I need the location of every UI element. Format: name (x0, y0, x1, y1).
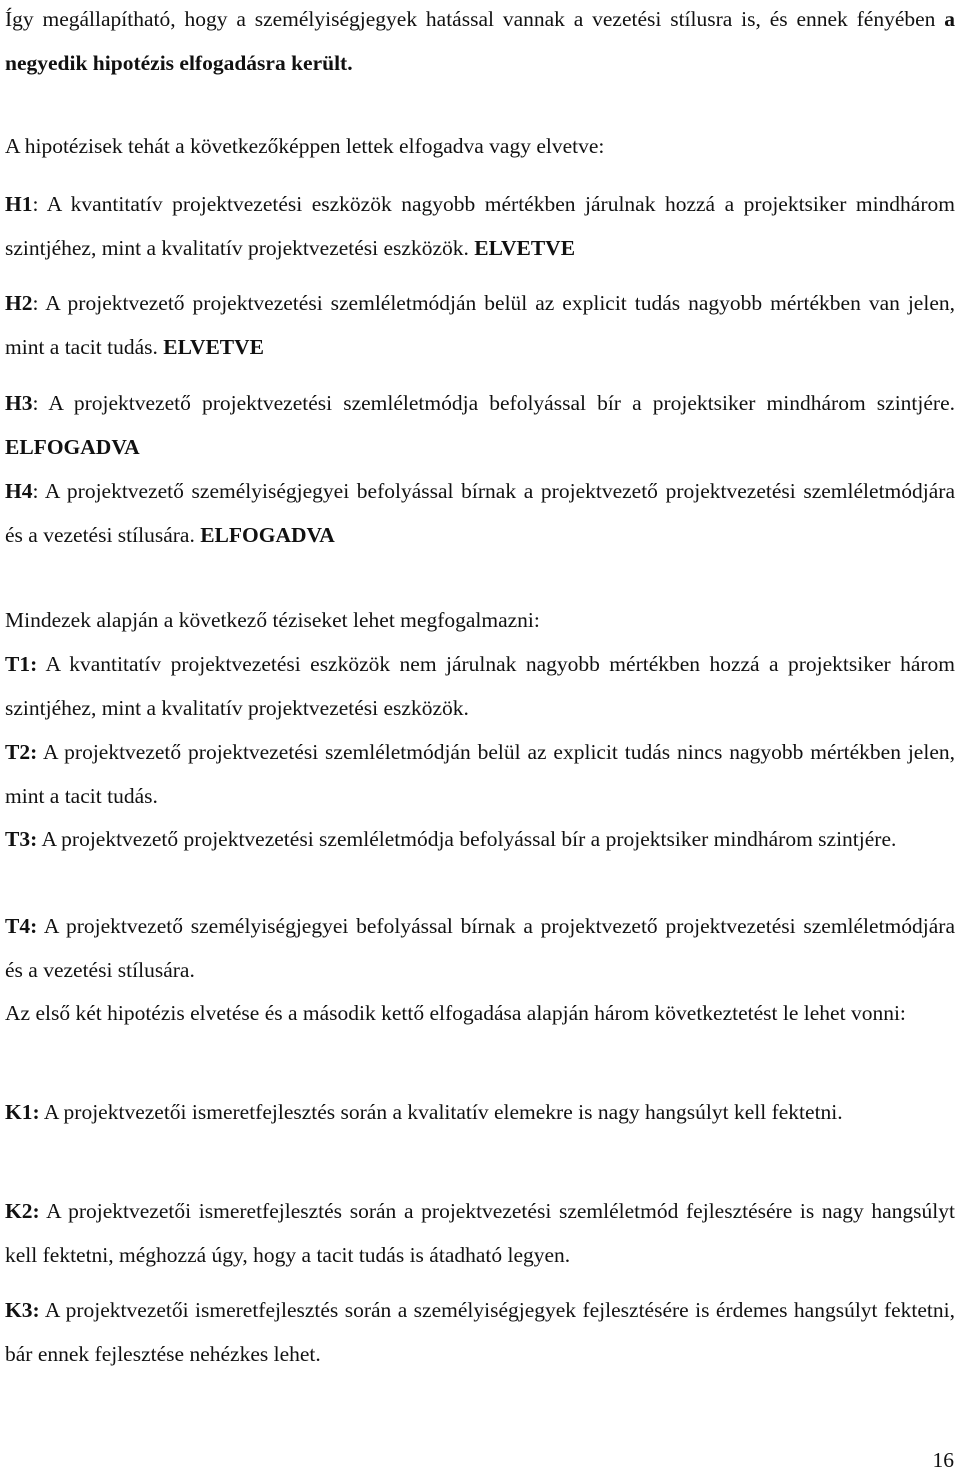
hypotheses-intro: A hipotézisek tehát a következőképpen lettek elfogadva vagy elvetve: (5, 134, 605, 158)
intro-bold: a negyedik hipotézis elfogadásra került. (5, 7, 955, 75)
hypothesis-h4: H4: A projektvezető személyiségjegyei befolyással bírnak a projektvezető projektvezetési szemléletmódjára és a vezetési stílusára. ELFOGADVA (5, 479, 955, 547)
hypothesis-verdict: ELFOGADVA (5, 435, 140, 459)
intro-text: Így megállapítható, hogy a személyiségjegyek hatással vannak a vezetési stílusra is, és ennek fényében (5, 7, 945, 31)
thesis-label: T3: (5, 827, 38, 851)
thesis-text: A projektvezető projektvezetési szemléletmódján belül az explicit tudás nincs nagyobb mértékben jelen, mint a tacit tudás. (5, 740, 955, 808)
intro-paragraph (5, 0, 955, 85)
hypothesis-verdict: ELVETVE (474, 236, 576, 260)
thesis-label: T2: (5, 740, 38, 764)
conclusion-k2 (5, 1189, 955, 1277)
conclusion-label: K3: (5, 1298, 40, 1322)
conclusion-text: A projektvezetői ismeretfejlesztés során a kvalitatív elemekre is nagy hangsúlyt kell fektetni. (39, 1100, 843, 1124)
theses-intro: Mindezek alapján a következő téziseket lehet megfogalmazni: (5, 608, 540, 632)
thesis-label: T4: (5, 914, 38, 938)
hypothesis-h2: H2: A projektvezető projektvezetési szemléletmódján belül az explicit tudás nagyobb mértékben van jelen, mint a tacit tudás. ELVETVE (5, 291, 955, 359)
hypothesis-text: A projektvezető projektvezetési szemléletmódján belül az explicit tudás nagyobb mértékben van jelen, mint a tacit tudás. (5, 291, 955, 359)
hypothesis-label: H3 (5, 391, 33, 415)
conclusions-intro: Az első két hipotézis elvetése és a második kettő elfogadása alapján három következtetést le lehet vonni: (5, 1001, 906, 1025)
page-number: 16 (932, 1448, 954, 1472)
hypothesis-label: H4 (5, 479, 33, 503)
thesis-t3 (5, 817, 955, 861)
thesis-label: T1: (5, 652, 38, 676)
hypothesis-h1: H1: A kvantitatív projektvezetési eszközök nagyobb mértékben járulnak hozzá a projektsiker mindhárom szintjéhez, mint a kvalitatív projektvezetési eszközök. ELVETVE (5, 192, 955, 260)
hypothesis-verdict: ELVETVE (163, 335, 265, 359)
conclusion-k3 (5, 1288, 955, 1376)
thesis-text: A projektvezető személyiségjegyei befolyással bírnak a projektvezető projektvezetési szemléletmódjára és a vezetési stílusára. (5, 914, 955, 982)
hypothesis-text: A projektvezető személyiségjegyei befolyással bírnak a projektvezető projektvezetési szemléletmódjára és a vezetési stílusára. (5, 479, 955, 547)
hypothesis-verdict: ELFOGADVA (200, 523, 335, 547)
conclusion-label: K1: (5, 1100, 40, 1124)
hypothesis-text: A projektvezető projektvezetési szemléletmódja befolyással bír a projektsiker mindhárom szintjére. (48, 391, 955, 415)
thesis-t2 (5, 730, 955, 818)
conclusion-k1 (5, 1090, 955, 1134)
thesis-text: A kvantitatív projektvezetési eszközök nem járulnak nagyobb mértékben hozzá a projektsiker három szintjéhez, mint a kvalitatív projektvezetési eszközök. (5, 652, 955, 720)
conclusion-text: A projektvezetői ismeretfejlesztés során a projektvezetési szemléletmód fejlesztésére is nagy hangsúlyt kell fektetni, méghozzá úgy, hogy a tacit tudás is átadható legyen. (5, 1199, 955, 1267)
hypothesis-h3: H3: A projektvezető projektvezetési szemléletmódja befolyással bír a projektsiker mindhárom szintjére. ELFOGADVA (5, 391, 955, 459)
thesis-t1 (5, 642, 955, 730)
conclusion-label: K2: (5, 1199, 40, 1223)
conclusion-text: A projektvezetői ismeretfejlesztés során a személyiségjegyek fejlesztésére is érdemes hangsúlyt fektetni, bár ennek fejlesztése nehézkes lehet. (5, 1298, 955, 1366)
hypothesis-label: H1 (5, 192, 33, 216)
thesis-text: A projektvezető projektvezetési szemléletmódja befolyással bír a projektsiker mindhárom szintjére. (37, 827, 897, 851)
thesis-t4 (5, 904, 955, 992)
hypothesis-label: H2 (5, 291, 33, 315)
hypothesis-text: A kvantitatív projektvezetési eszközök nagyobb mértékben járulnak hozzá a projektsiker mindhárom szintjéhez, mint a kvalitatív projektvezetési eszközök. (5, 192, 955, 260)
